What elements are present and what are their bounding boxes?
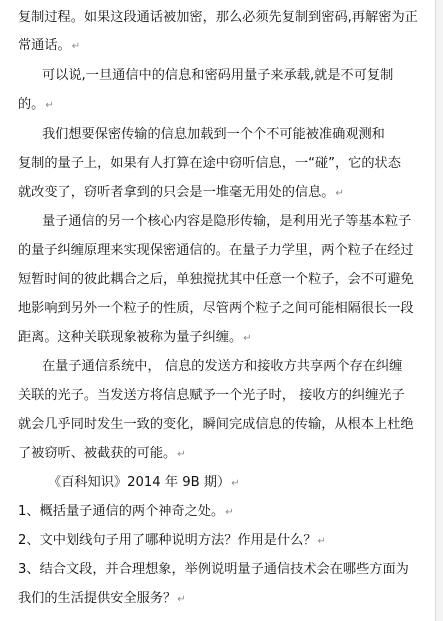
text-line: 关联的光子。当发送方将信息赋予一个光子时， 接收方的纠缠光子 — [18, 388, 405, 403]
text-line: 复制的量子上，如果有人打算在途中窃听信息，一“碰”，它的状态 — [18, 156, 401, 171]
return-mark-icon: ↵ — [177, 449, 186, 460]
return-mark-icon: ↵ — [45, 100, 54, 111]
text-line: 的量子纠缠原理来实现保密通信的。在量子力学里，两个粒子在经过 — [18, 243, 414, 258]
text-line: 我们想要保密传输的信息加载到一个个不可能被准确观测和 — [42, 127, 385, 142]
question-3: 3、结合文段，并合理想象，举例说明量子通信技术会在哪些方面为 — [18, 562, 409, 577]
question-3-continued: 我们的生活提供安全服务？↵ — [18, 591, 186, 606]
question-2: 2、文中划线句子用了哪种说明方法？作用是什么？↵ — [18, 533, 326, 548]
text-line: 地影响到另外一个粒子的性质，尽管两个粒子之间可能相隔很长一段 — [18, 301, 414, 316]
text-line: 常通话。↵ — [18, 38, 81, 53]
text-line: 短暂时间的彼此耦合之后，单独搅扰其中任意一个粒子，会不可避免 — [18, 272, 414, 287]
text-line: 就改变了，窃听者拿到的只会是一堆毫无用处的信息。↵ — [18, 185, 344, 200]
return-mark-icon: ↵ — [231, 478, 240, 489]
text-line: 量子通信的另一个核心内容是隐形传输，是利用光子等基本粒子 — [42, 214, 412, 229]
text-line: 的。↵ — [18, 97, 54, 112]
return-mark-icon: ↵ — [71, 41, 81, 52]
text-line: 在量子通信系统中， 信息的发送方和接收方共享两个存在纠缠 — [42, 359, 403, 374]
text-line: 了被窃听、被截获的可能。↵ — [18, 446, 186, 461]
return-mark-icon: ↵ — [317, 536, 326, 547]
return-mark-icon: ↵ — [335, 188, 344, 199]
return-mark-icon: ↵ — [225, 507, 234, 518]
return-mark-icon: ↵ — [177, 594, 186, 605]
text-line: 距离。这种关联现象被称为量子纠缠。↵ — [18, 330, 252, 345]
source-citation: 《百科知识》2014 年 9B 期）↵ — [48, 475, 240, 490]
return-mark-icon: ↵ — [243, 333, 252, 344]
text-line: 就会几乎同时发生一致的变化，瞬间完成信息的传输，从根本上杜绝 — [18, 417, 414, 432]
text-line: 复制过程。如果这段通话被加密，那么必须先复制到密码,再解密为正 — [18, 10, 418, 25]
text-line: 可以说,一旦通信中的信息和密码用量子来承载,就是不可复制 — [42, 68, 394, 83]
page-edge-rule — [431, 0, 443, 621]
question-1: 1、概括量子通信的两个神奇之处。↵ — [18, 504, 234, 519]
